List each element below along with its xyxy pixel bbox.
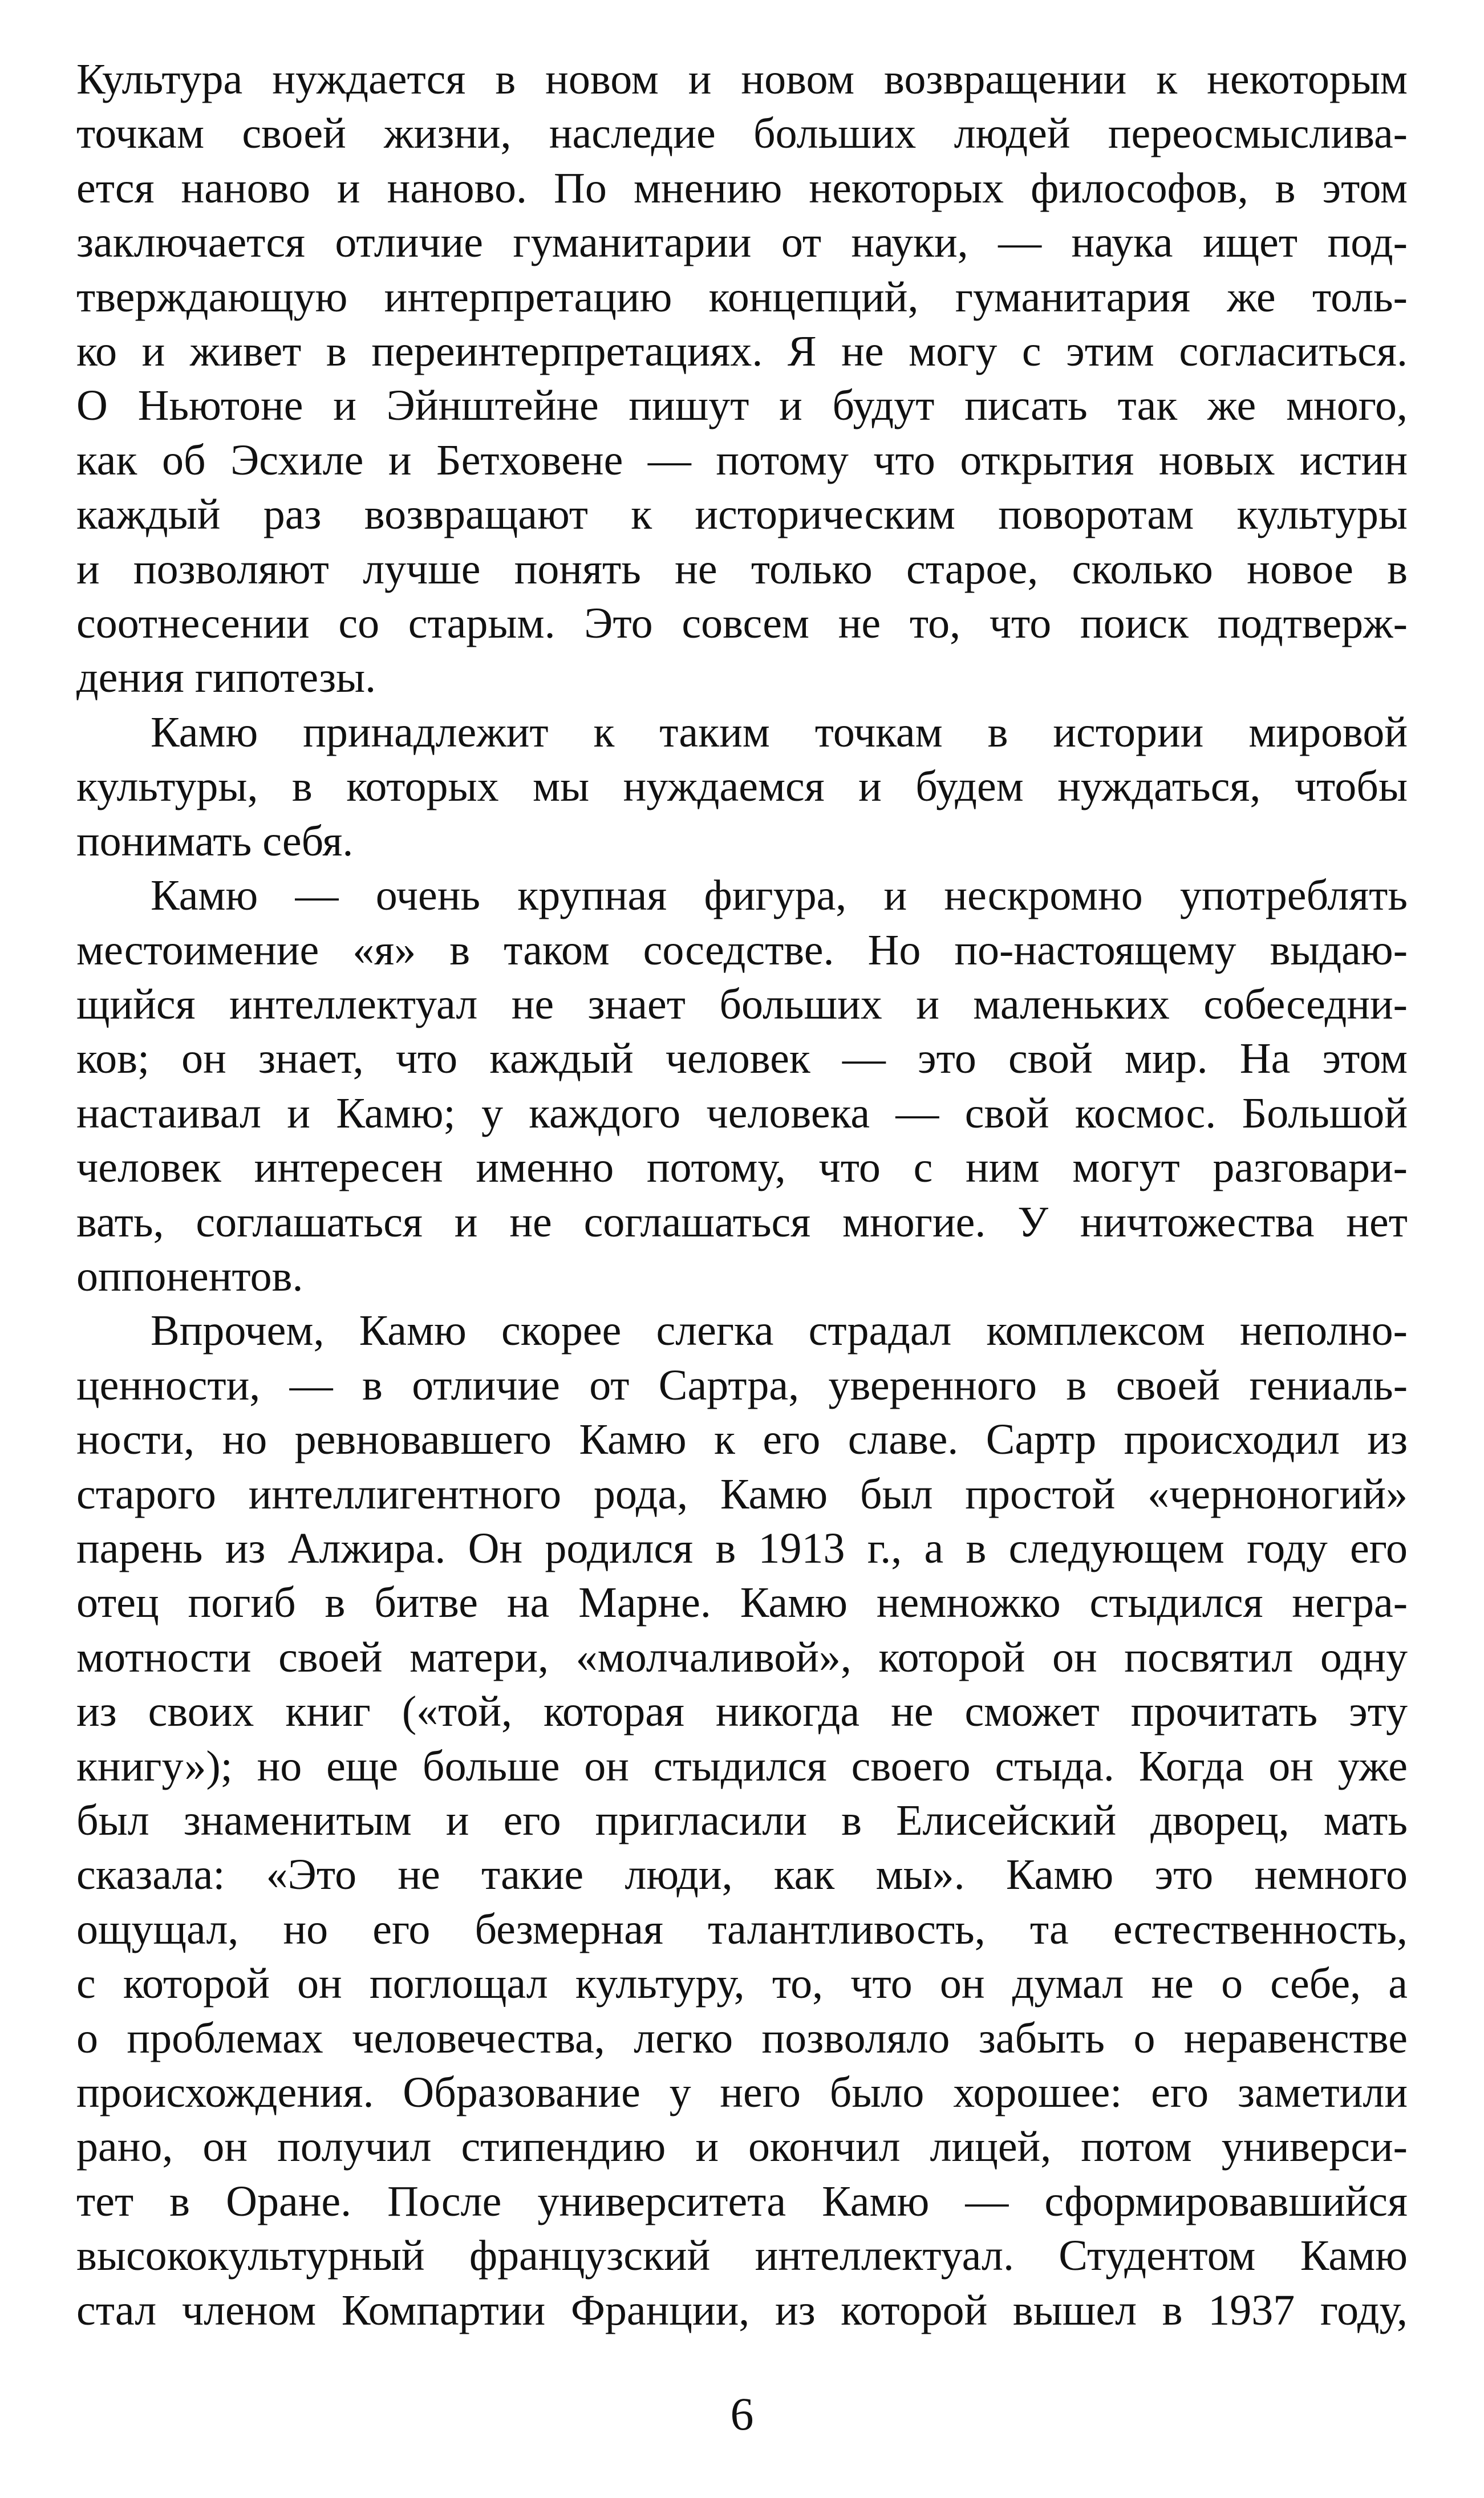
text-line: книгу»); но еще больше он стыдился своего стыда. Когда он уже: [76, 1742, 1408, 1790]
text-line: Культура нуждается в новом и новом возвращении к некоторым: [76, 55, 1408, 103]
text-line: ощущал, но его безмерная талантливость, та естественность,: [76, 1905, 1408, 1953]
text-line: человек интересен именно потому, что с ним могут разговари-: [76, 1143, 1408, 1192]
text-line: происхождения. Образование у него было хорошее: его заметили: [76, 2069, 1408, 2117]
text-line: заключается отличие гуманитарии от науки, — наука ищет под-: [76, 218, 1408, 267]
paragraph-3: [76, 869, 1408, 1304]
text-line: точкам своей жизни, наследие больших людей переосмыслива-: [76, 110, 1408, 158]
text-line: рано, он получил стипендию и окончил лицей, потом универси-: [76, 2123, 1408, 2171]
text-line: Камю — очень крупная фигура, и нескромно употреблять: [151, 871, 1408, 920]
text-line: настаивал и Камю; у каждого человека — свой космос. Большой: [76, 1089, 1408, 1137]
page-number: 6: [730, 2388, 754, 2440]
text-line: культуры, в которых мы нуждаемся и будем нуждаться, чтобы: [76, 763, 1408, 811]
paragraph-4: [76, 1304, 1408, 2338]
text-line: стал членом Компартии Франции, из которой вышел в 1937 году,: [76, 2286, 1408, 2334]
text-line: ков; он знает, что каждый человек — это свой мир. На этом: [76, 1035, 1408, 1083]
text-line: Впрочем, Камю скорее слегка страдал комплексом неполно-: [151, 1307, 1408, 1355]
paragraph-2: [76, 705, 1408, 869]
text-line: старого интеллигентного рода, Камю был простой «черноногий»: [76, 1470, 1408, 1518]
text-line: понимать себя.: [76, 817, 354, 865]
text-line: высококультурный французский интеллектуал. Студентом Камю: [76, 2232, 1408, 2280]
text-line: оппонентов.: [76, 1252, 303, 1300]
text-line: Камю принадлежит к таким точкам в истории мировой: [151, 708, 1408, 756]
text-line: и позволяют лучше понять не только старое, сколько новое в: [76, 545, 1408, 593]
text-line: тверждающую интерпретацию концепций, гуманитария же толь-: [76, 273, 1408, 321]
text-line: был знаменитым и его пригласили в Елисейский дворец, мать: [76, 1797, 1408, 1844]
text-line: сказала: «Это не такие люди, как мы». Камю это немного: [76, 1851, 1408, 1899]
text-line: ется наново и наново. По мнению некоторых философов, в этом: [76, 164, 1408, 212]
text-line: вать, соглашаться и не соглашаться многие. У ничтожества нет: [76, 1198, 1408, 1246]
text-line: дения гипотезы.: [76, 654, 376, 702]
text-line: как об Эсхиле и Бетховене — потому что открытия новых истин: [76, 436, 1408, 484]
text-line: соотнесении со старым. Это совсем не то, что поиск подтверж-: [76, 599, 1408, 648]
text-line: ности, но ревновавшего Камю к его славе. Сартр происходил из: [76, 1416, 1408, 1464]
text-line: парень из Алжира. Он родился в 1913 г., а в следующем году его: [76, 1524, 1408, 1572]
text-line: о проблемах человечества, легко позволяло забыть о неравенстве: [76, 2014, 1408, 2062]
text-line: с которой он поглощал культуру, то, что он думал не о себе, а: [76, 1960, 1408, 2008]
text-line: щийся интеллектуал не знает больших и маленьких собеседни-: [76, 980, 1408, 1028]
text-line: местоимение «я» в таком соседстве. Но по-настоящему выдаю-: [76, 926, 1408, 974]
text-line: ко и живет в переинтерпретациях. Я не могу с этим согласиться.: [76, 327, 1408, 376]
paragraph-1: [76, 52, 1408, 705]
text-line: отец погиб в битве на Марне. Камю немножко стыдился негра-: [76, 1579, 1408, 1627]
body-text: [76, 52, 1408, 2338]
text-line: мотности своей матери, «молчаливой», которой он посвятил одну: [76, 1633, 1408, 1681]
text-line: каждый раз возвращают к историческим поворотам культуры: [76, 490, 1408, 539]
text-line: ценности, — в отличие от Сартра, уверенного в своей гениаль-: [76, 1361, 1408, 1409]
text-line: О Ньютоне и Эйнштейне пишут и будут писать так же много,: [76, 382, 1408, 430]
text-line: из своих книг («той, которая никогда не сможет прочитать эту: [76, 1688, 1408, 1736]
text-line: тет в Оране. После университета Камю — сформировавшийся: [76, 2177, 1408, 2225]
